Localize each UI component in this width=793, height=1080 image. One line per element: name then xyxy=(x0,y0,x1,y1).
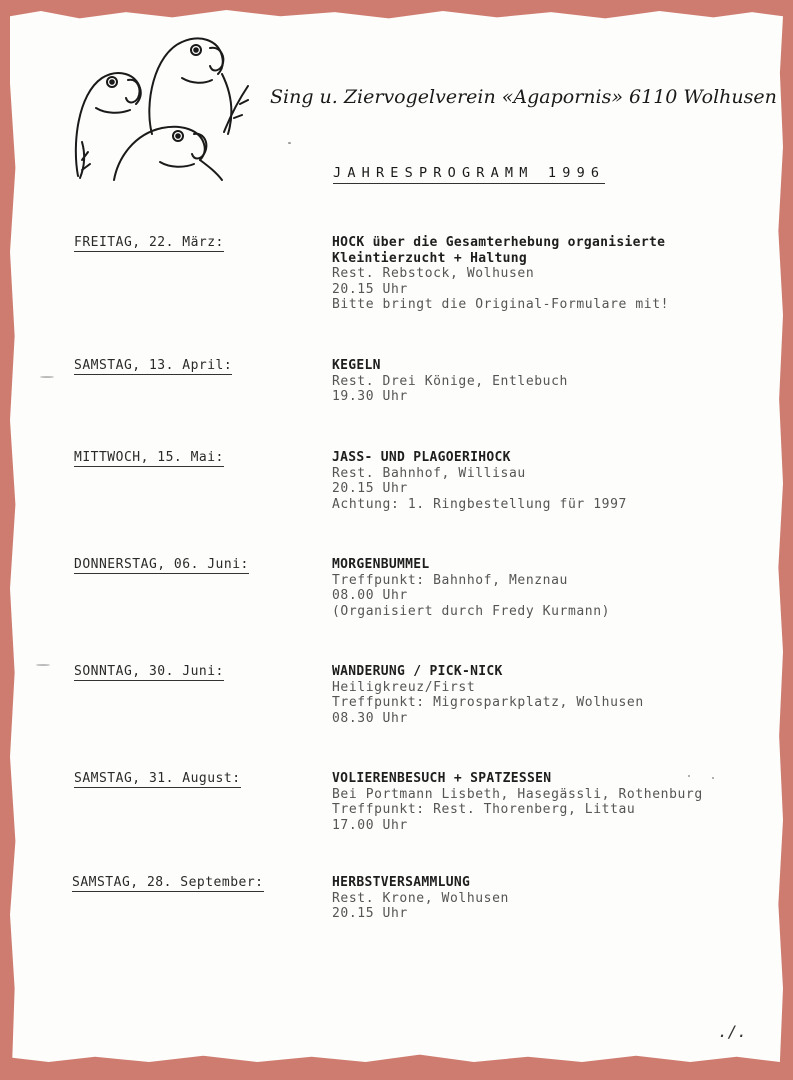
event-detail: 17.00 Uhr xyxy=(332,817,408,833)
event-title-continued: Kleintierzucht + Haltung xyxy=(332,250,528,266)
event-detail: Achtung: 1. Ringbestellung für 1997 xyxy=(332,496,627,512)
event-body xyxy=(332,664,644,726)
event-detail: Treffpunkt: Bahnhof, Menznau xyxy=(332,572,568,588)
scan-speck xyxy=(688,775,690,777)
event-detail: 20.15 Uhr xyxy=(332,281,408,297)
event-date: SAMSTAG, 31. August: xyxy=(74,771,241,786)
event-date: SONNTAG, 30. Juni: xyxy=(74,664,224,679)
event-detail: Rest. Bahnhof, Willisau xyxy=(332,465,526,481)
event-title: KEGELN xyxy=(332,358,381,373)
event-title: HERBSTVERSAMMLUNG xyxy=(332,875,471,890)
event-detail: Bei Portmann Lisbeth, Hasegässli, Rothenburg xyxy=(332,786,703,802)
club-name: Sing u. Ziervogelverein «Agapornis» 6110 Wolhusen xyxy=(270,86,777,108)
agapornis-parrots-logo xyxy=(72,34,254,182)
event-date: MITTWOCH, 15. Mai: xyxy=(74,450,224,465)
event-body xyxy=(332,557,610,619)
event-date: FREITAG, 22. März: xyxy=(74,235,224,250)
scan-speck xyxy=(288,142,291,144)
event-detail: 19.30 Uhr xyxy=(332,389,408,404)
event-detail: Treffpunkt: Rest. Thorenberg, Littau xyxy=(332,802,636,817)
program-title: JAHRESPROGRAMM 1996 xyxy=(333,165,605,184)
event-body xyxy=(332,450,627,512)
continuation-mark: ./. xyxy=(718,1022,747,1041)
event-title: MORGENBUMMEL xyxy=(332,557,430,572)
event-body xyxy=(332,875,509,922)
event-title: WANDERUNG / PICK-NICK xyxy=(332,664,503,679)
event-detail: Rest. Krone, Wolhusen xyxy=(332,890,509,906)
event-detail: 08.00 Uhr xyxy=(332,588,408,603)
event-body xyxy=(332,358,568,405)
event-title: VOLIERENBESUCH + SPATZESSEN xyxy=(332,771,552,786)
event-detail: (Organisiert durch Fredy Kurmann) xyxy=(332,603,611,619)
event-date: SAMSTAG, 13. April: xyxy=(74,358,233,373)
event-date: DONNERSTAG, 06. Juni: xyxy=(74,557,249,572)
event-detail: 20.15 Uhr xyxy=(332,481,408,496)
event-date: SAMSTAG, 28. September: xyxy=(72,875,264,890)
event-body xyxy=(332,235,669,313)
event-detail: 20.15 Uhr xyxy=(332,906,408,921)
event-detail: Rest. Rebstock, Wolhusen xyxy=(332,266,535,281)
event-body xyxy=(332,771,703,833)
event-detail: Treffpunkt: Migrosparkplatz, Wolhusen xyxy=(332,695,644,710)
punch-hole-mark xyxy=(36,664,50,666)
event-title: HOCK über die Gesamterhebung organisierte xyxy=(332,235,666,250)
event-title: JASS- UND PLAGOERIHOCK xyxy=(332,450,511,465)
event-detail: 08.30 Uhr xyxy=(332,710,408,726)
punch-hole-mark xyxy=(40,376,54,378)
event-detail: Bitte bringt die Original-Formulare mit! xyxy=(332,297,670,312)
event-detail: Heiligkreuz/First xyxy=(332,679,476,695)
scan-speck xyxy=(712,777,714,779)
event-detail: Rest. Drei Könige, Entlebuch xyxy=(332,373,568,389)
